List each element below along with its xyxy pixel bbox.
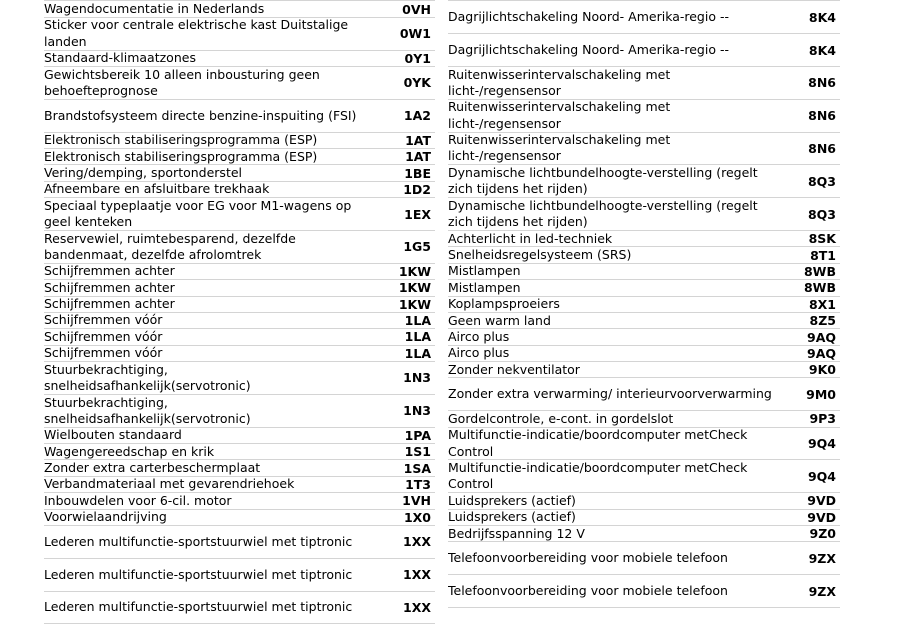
option-code: 1BE (381, 166, 435, 181)
option-description: Zonder extra carterbeschermplaat (44, 460, 381, 476)
option-description: Ruitenwisserintervalschakeling met licht-/regensensor (448, 99, 786, 131)
option-code: 1PA (381, 428, 435, 443)
option-description: Speciaal typeplaatje voor EG voor M1-wagens op geel kenteken (44, 198, 381, 230)
table-row (44, 362, 435, 395)
table-row (448, 264, 840, 280)
table-row (44, 182, 435, 198)
option-code: 8WB (786, 264, 840, 279)
option-code: 9ZX (786, 584, 840, 599)
option-description: Afneembare en afsluitbare trekhaak (44, 181, 381, 197)
table-row (44, 559, 435, 592)
table-row (448, 231, 840, 247)
table-row (44, 444, 435, 460)
table-row (448, 133, 840, 166)
table-row (44, 526, 435, 559)
option-description: Multifunctie-indicatie/boordcomputer metCheck Control (448, 460, 786, 492)
option-description: Voorwielaandrijving (44, 509, 381, 525)
option-code: 1EX (381, 207, 435, 222)
option-description: Mistlampen (448, 263, 786, 279)
option-description: Zonder extra verwarming/ interieurvoorverwarming (448, 386, 786, 402)
table-row (44, 460, 435, 476)
table-row (448, 329, 840, 345)
option-description: Schijfremmen achter (44, 296, 381, 312)
table-row (448, 67, 840, 100)
table-row (448, 542, 840, 575)
option-code: 1KW (381, 297, 435, 312)
table-row (44, 477, 435, 493)
option-code: 8Q3 (786, 174, 840, 189)
table-row (44, 165, 435, 181)
table-row (448, 346, 840, 362)
option-code: 1D2 (381, 182, 435, 197)
option-description: Snelheidsregelsysteem (SRS) (448, 247, 786, 263)
option-description: Luidsprekers (actief) (448, 509, 786, 525)
option-code: 1N3 (381, 370, 435, 385)
option-description: Schijfremmen vóór (44, 312, 381, 328)
option-code: 0W1 (381, 26, 435, 41)
table-row (448, 198, 840, 231)
option-description: Dagrijlichtschakeling Noord- Amerika-regio -- (448, 42, 786, 58)
option-code: 1XX (381, 534, 435, 549)
option-code: 1KW (381, 280, 435, 295)
option-description: Lederen multifunctie-sportstuurwiel met tiptronic (44, 534, 381, 550)
table-row (448, 460, 840, 493)
option-code: 9AQ (786, 346, 840, 361)
table-row (44, 18, 435, 51)
table-row (44, 395, 435, 428)
option-description: Reservewiel, ruimtebesparend, dezelfde bandenmaat, dezelfde afrolomtrek (44, 231, 381, 263)
option-description: Elektronisch stabiliseringsprogramma (ESP) (44, 149, 381, 165)
option-description: Ruitenwisserintervalschakeling met licht-/regensensor (448, 67, 786, 99)
option-code: 9K0 (786, 362, 840, 377)
option-description: Achterlicht in led-techniek (448, 231, 786, 247)
option-description: Telefoonvoorbereiding voor mobiele telefoon (448, 583, 786, 599)
table-row (448, 165, 840, 198)
option-code: 8Z5 (786, 313, 840, 328)
table-row (44, 510, 435, 526)
option-code: 0Y1 (381, 51, 435, 66)
option-code: 8SK (786, 231, 840, 246)
table-row (448, 362, 840, 378)
option-code: 8Q3 (786, 207, 840, 222)
option-description: Airco plus (448, 345, 786, 361)
option-description: Schijfremmen vóór (44, 329, 381, 345)
option-code: 1G5 (381, 239, 435, 254)
option-description: Vering/demping, sportonderstel (44, 165, 381, 181)
table-row (448, 247, 840, 263)
option-description: Bedrijfsspanning 12 V (448, 526, 786, 542)
option-code: 1SA (381, 461, 435, 476)
option-code: 9AQ (786, 330, 840, 345)
option-description: Dagrijlichtschakeling Noord- Amerika-regio -- (448, 9, 786, 25)
option-description: Inbouwdelen voor 6-cil. motor (44, 493, 381, 509)
table-row (448, 510, 840, 526)
option-code: 1LA (381, 313, 435, 328)
table-row (448, 1, 840, 34)
option-description: Multifunctie-indicatie/boordcomputer metCheck Control (448, 427, 786, 459)
table-row (44, 313, 435, 329)
option-code: 8K4 (786, 43, 840, 58)
option-code: 0YK (381, 75, 435, 90)
option-code: 8N6 (786, 141, 840, 156)
option-description: Gewichtsbereik 10 alleen inbousturing geen behoefteprognose (44, 67, 381, 99)
option-code: 1T3 (381, 477, 435, 492)
table-row (448, 34, 840, 67)
option-description: Sticker voor centrale elektrische kast Duitstalige landen (44, 17, 381, 49)
option-code: 9ZX (786, 551, 840, 566)
option-description: Zonder nekventilator (448, 362, 786, 378)
option-code: 8K4 (786, 10, 840, 25)
option-description: Airco plus (448, 329, 786, 345)
option-description: Schijfremmen achter (44, 263, 381, 279)
table-row (44, 297, 435, 313)
table-row (448, 493, 840, 509)
table-row (44, 67, 435, 100)
option-description: Wagengereedschap en krik (44, 444, 381, 460)
option-code: 1X0 (381, 510, 435, 525)
table-row (44, 264, 435, 280)
table-row (44, 280, 435, 296)
option-description: Wielbouten standaard (44, 427, 381, 443)
table-row (448, 313, 840, 329)
option-description: Stuurbekrachtiging, snelheidsafhankelijk(servotronic) (44, 362, 381, 394)
option-description: Elektronisch stabiliseringsprogramma (ESP) (44, 132, 381, 148)
option-description: Lederen multifunctie-sportstuurwiel met tiptronic (44, 599, 381, 615)
option-description: Geen warm land (448, 313, 786, 329)
option-code: 1VH (381, 493, 435, 508)
option-description: Dynamische lichtbundelhoogte-verstelling (regelt zich tijdens het rijden) (448, 198, 786, 230)
option-code: 8X1 (786, 297, 840, 312)
table-row (44, 493, 435, 509)
option-code: 9P3 (786, 411, 840, 426)
table-row (448, 280, 840, 296)
option-code: 1S1 (381, 444, 435, 459)
option-description: Lederen multifunctie-sportstuurwiel met tiptronic (44, 567, 381, 583)
option-description: Schijfremmen achter (44, 280, 381, 296)
table-row (448, 100, 840, 133)
table-row (44, 149, 435, 165)
option-description: Wagendocumentatie in Nederlands (44, 1, 381, 17)
option-code: 1A2 (381, 108, 435, 123)
option-code: 9Z0 (786, 526, 840, 541)
option-description: Standaard-klimaatzones (44, 50, 381, 66)
option-code: 1N3 (381, 403, 435, 418)
left-equipment-column (44, 0, 435, 624)
option-code: 8T1 (786, 248, 840, 263)
option-code: 0VH (381, 2, 435, 17)
table-row (448, 297, 840, 313)
option-description: Dynamische lichtbundelhoogte-verstelling (regelt zich tijdens het rijden) (448, 165, 786, 197)
option-code: 1XX (381, 567, 435, 582)
option-code: 1AT (381, 149, 435, 164)
option-code: 1XX (381, 600, 435, 615)
option-code: 9VD (786, 493, 840, 508)
option-code: 1LA (381, 346, 435, 361)
option-description: Koplampsproeiers (448, 296, 786, 312)
option-description: Luidsprekers (actief) (448, 493, 786, 509)
option-description: Brandstofsysteem directe benzine-inspuiting (FSI) (44, 108, 381, 124)
option-description (448, 0, 786, 1)
option-description: Mistlampen (448, 280, 786, 296)
table-row (448, 428, 840, 461)
option-code: 9VD (786, 510, 840, 525)
table-row (44, 100, 435, 133)
right-equipment-column (448, 0, 840, 608)
table-row (448, 378, 840, 411)
table-row (448, 526, 840, 542)
table-row (44, 428, 435, 444)
option-description: Verbandmateriaal met gevarendriehoek (44, 476, 381, 492)
option-description: Ruitenwisserintervalschakeling met licht-/regensensor (448, 132, 786, 164)
table-row (44, 592, 435, 624)
table-row (44, 198, 435, 231)
option-code: 9Q4 (786, 436, 840, 451)
option-description: Gordelcontrole, e-cont. in gordelslot (448, 411, 786, 427)
option-code: 1LA (381, 329, 435, 344)
table-row (44, 329, 435, 345)
option-code: 8N6 (786, 108, 840, 123)
table-row (44, 1, 435, 17)
table-row (448, 411, 840, 427)
table-row (44, 231, 435, 264)
option-code: 8WB (786, 280, 840, 295)
option-description: Telefoonvoorbereiding voor mobiele telefoon (448, 550, 786, 566)
table-row (44, 346, 435, 362)
option-code: 1AT (381, 133, 435, 148)
option-description: Stuurbekrachtiging, snelheidsafhankelijk(servotronic) (44, 395, 381, 427)
table-row (44, 51, 435, 67)
option-code: 8N6 (786, 75, 840, 90)
option-code: 9M0 (786, 387, 840, 402)
option-description: Schijfremmen vóór (44, 345, 381, 361)
table-row (448, 575, 840, 608)
table-row (44, 133, 435, 149)
option-code: 9Q4 (786, 469, 840, 484)
option-code: 1KW (381, 264, 435, 279)
